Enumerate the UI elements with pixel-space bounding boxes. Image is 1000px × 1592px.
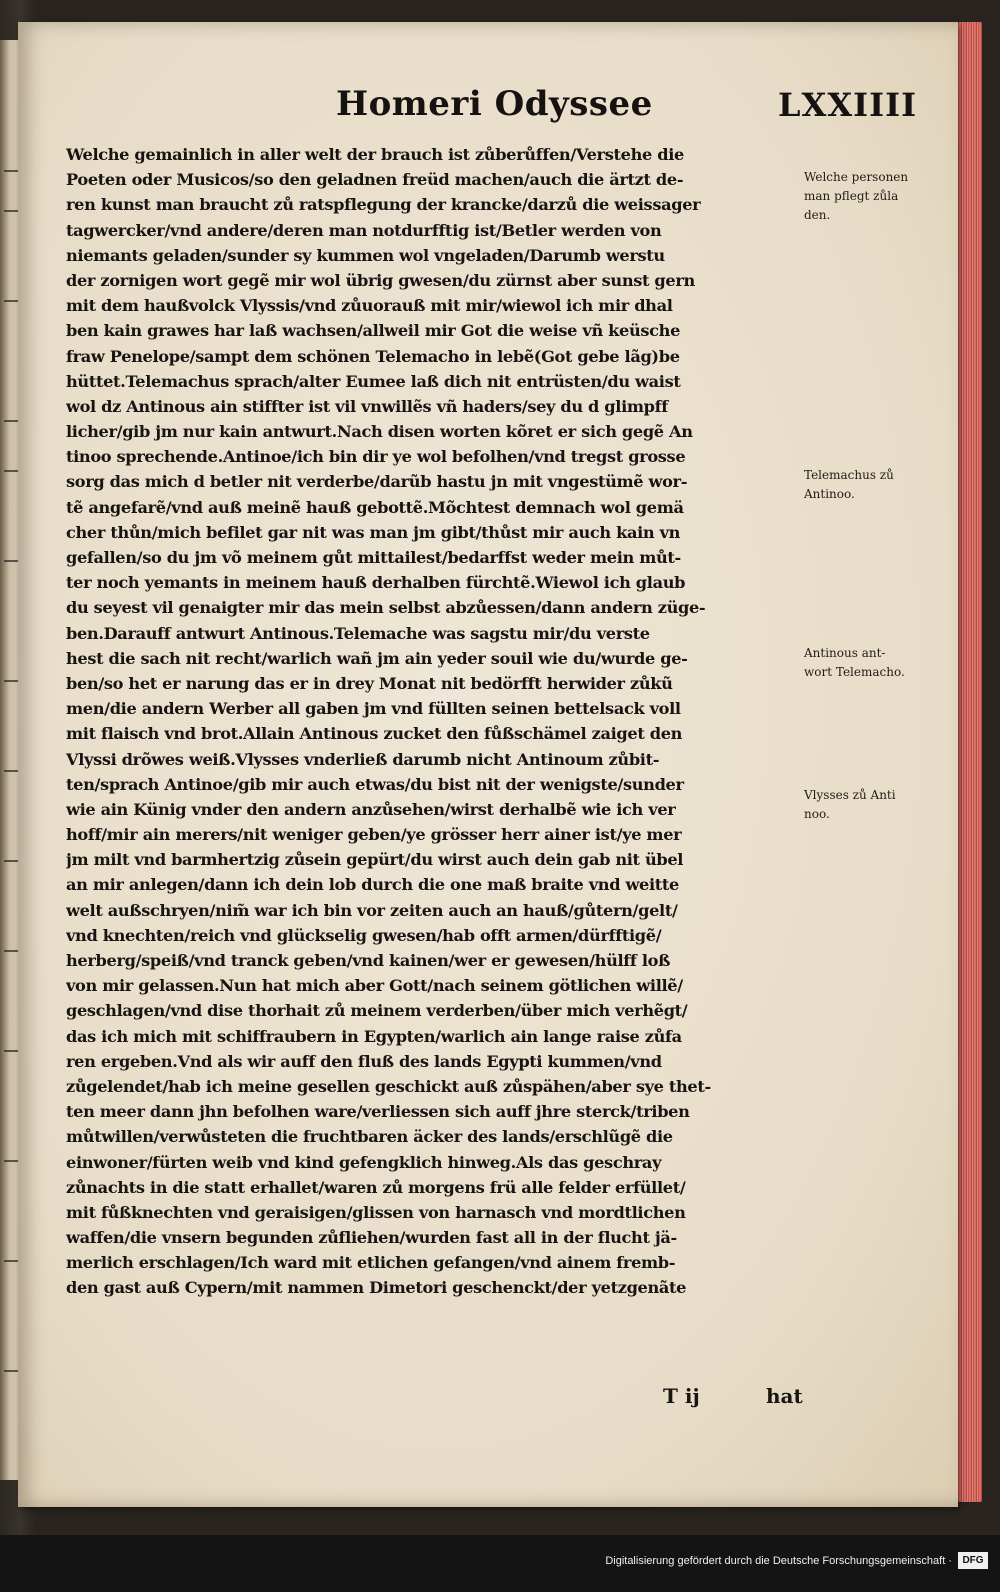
margin-note-1: [804, 168, 944, 225]
text-line: tagwercker/vnd andere/deren man notdurfftig ist/Betler werden von: [66, 220, 662, 240]
text-line: můtwillen/verwůsteten die fruchtbaren äcker des lands/erschlũgẽ die: [66, 1127, 673, 1147]
text-line: wol dz Antinous ain stiffter ist vil vnwillẽs vñ haders/sey du d glimpff: [66, 396, 668, 416]
funding-credit: Digitalisierung gefördert durch die Deutsche Forschungsgemeinschaft ·: [605, 1555, 952, 1567]
text-line: herberg/speiß/vnd tranck geben/vnd kainen/wer er gewesen/hülff loß: [66, 951, 671, 970]
text-line: welt außschryen/nim̃ war ich bin vor zeiten auch an hauß/gůtern/gelt/: [66, 900, 678, 920]
margin-note-4: [804, 786, 944, 824]
text-line: an mir anlegen/dann ich dein lob durch die one maß braite vnd weitte: [66, 875, 679, 895]
text-line: hoff/mir ain merers/nit weniger geben/ye grösser herr ainer ist/ye mer: [66, 825, 682, 845]
margin-note-line: Vlysses zů Anti: [804, 788, 896, 802]
text-line: fraw Penelope/sampt dem schönen Telemacho in lebẽ(Got gebe lãg)be: [66, 346, 680, 366]
text-line: einwoner/fürten weib vnd kind gefengklich hinweg.Als das geschray: [66, 1152, 662, 1172]
text-line: ren ergeben.Vnd als wir auff den fluß des lands Egypti kummen/vnd: [66, 1051, 662, 1071]
margin-note-line: wort Telemacho.: [804, 665, 905, 679]
text-line: jm milt vnd barmhertzig zůsein gepürt/du wirst auch dein gab nit übel: [66, 850, 684, 870]
text-line: ter noch yemants in meinem hauß derhalben fürchtẽ.Wiewol ich glaub: [66, 573, 686, 593]
margin-note-line: noo.: [804, 807, 830, 821]
scan-corner-mark: [4, 2, 10, 13]
text-line: den gast auß Cypern/mit nammen Dimetori geschenckt/der yetzgenãte: [66, 1278, 687, 1298]
text-line: vnd knechten/reich vnd glückselig gwesen/hab offt armen/dürfftigẽ/: [66, 925, 662, 945]
text-line: zůnachts in die statt erhallet/waren zů morgens frü alle felder erfüllet/: [66, 1177, 686, 1197]
margin-note-line: Welche personen: [804, 170, 909, 184]
text-line: mit flaisch vnd brot.Allain Antinous zucket den fůßschämel zaiget den: [66, 724, 683, 744]
signature-mark: T ij: [663, 1384, 700, 1408]
text-line: niemants geladen/sunder sy kummen wol vngeladen/Darumb werstu: [66, 245, 665, 265]
margin-note-line: Telemachus zů: [804, 468, 894, 482]
text-line: cher thůn/mich befilet gar nit was man jm gibt/thůst mir auch kain vn: [66, 522, 681, 542]
text-line: wie ain Künig vnder den andern anzůsehen/wirst derhalbẽ wie ich ver: [66, 799, 676, 819]
text-line: ben/so het er narung das er in drey Monat nit bedörfft herwider zůkũ: [66, 673, 673, 693]
text-line: merlich erschlagen/Ich ward mit etlichen gefangen/vnd ainem fremb-: [66, 1253, 676, 1273]
text-line: hüttet.Telemachus sprach/alter Eumee laß dich nit entrüsten/du waist: [66, 371, 681, 391]
margin-note-line: Antinous ant-: [804, 646, 886, 660]
text-line: tẽ angefarẽ/vnd auß meinẽ hauß gebottẽ.Mõchtest demnach wol gemä: [66, 497, 684, 517]
text-line: mit dem haußvolck Vlyssis/vnd zůuorauß mit mir/wiewol ich mir dhal: [66, 296, 673, 316]
text-line: tinoo sprechende.Antinoe/ich bin dir ye wol befolhen/vnd tregst grosse: [66, 447, 686, 467]
text-line: ben.Darauff antwurt Antinous.Telemache was sagstu mir/du verste: [66, 623, 650, 643]
text-line: du seyest vil genaigter mir das mein selbst abzůessen/dann andern züge-: [66, 598, 706, 618]
text-line: ten meer dann jhn befolhen ware/verliessen sich auff jhre sterck/triben: [66, 1102, 690, 1122]
running-title: Homeri Odyssee: [336, 84, 653, 124]
text-line: ten/sprach Antinoe/gib mir auch etwas/du bist nit der wenigste/sunder: [66, 774, 684, 794]
main-text-block: [66, 142, 818, 1301]
catchword: hat: [766, 1384, 803, 1408]
text-line: hest die sach nit recht/warlich wañ jm ain yeder souil wie du/wurde ge-: [66, 648, 688, 668]
text-line: men/die andern Werber all gaben jm vnd füllten seinen bettelsack voll: [66, 699, 681, 719]
red-page-edges: [958, 22, 982, 1502]
text-line: von mir gelassen.Nun hat mich aber Gott/nach seinem götlichen willẽ/: [66, 976, 683, 996]
text-line: Vlyssi drõwes weiß.Vlysses vnderließ darumb nicht Antinoum zůbit-: [66, 749, 660, 769]
margin-note-line: den.: [804, 208, 831, 222]
recto-page: [18, 22, 958, 1507]
text-line: sorg das mich d betler nit verderbe/darũb hastu jn mit vngestümẽ wor-: [66, 472, 688, 492]
margin-note-2: [804, 466, 944, 504]
text-line: mit fůßknechten vnd geraisigen/glissen von harnasch vnd mordtlichen: [66, 1202, 686, 1222]
text-line: zůgelendet/hab ich meine gesellen geschickt auß zůspähen/aber sye thet-: [66, 1076, 711, 1096]
text-line: waffen/die vnsern begunden zůfliehen/wurden fast all in der flucht jä-: [66, 1228, 677, 1248]
margin-note-line: man pflegt zůla: [804, 189, 899, 203]
text-line: Welche gemainlich in aller welt der brauch ist zůberůffen/Verstehe die: [66, 145, 684, 164]
text-line: Poeten oder Musicos/so den geladnen freüd machen/auch die ärtzt de-: [66, 170, 684, 190]
text-line: ren kunst man braucht zů ratspflegung der krancke/darzů die weissager: [66, 195, 701, 215]
text-line: der zornigen wort gegẽ mir wol übrig gwesen/du zürnst aber sunst gern: [66, 270, 695, 290]
margin-note-line: Antinoo.: [804, 487, 855, 501]
text-line: gefallen/so du jm võ meinem gůt mittailest/bedarffst weder mein můt-: [66, 548, 681, 567]
footer-bar: [0, 1535, 1000, 1592]
text-line: das ich mich mit schiffraubern in Egypten/warlich ain lange raise zůfa: [66, 1026, 682, 1046]
text-line: geschlagen/vnd dise thorhait zů meinem verderben/über mich verhẽgt/: [66, 1001, 688, 1021]
folio-number: LXXIIII: [778, 86, 918, 124]
text-line: ben kain grawes har laß wachsen/allweil mir Got die weise vñ keüsche: [66, 321, 681, 341]
dfg-logo: DFG: [958, 1552, 988, 1569]
text-line: licher/gib jm nur kain antwurt.Nach disen worten kõret er sich gegẽ An: [66, 422, 693, 442]
margin-note-3: [804, 644, 944, 682]
